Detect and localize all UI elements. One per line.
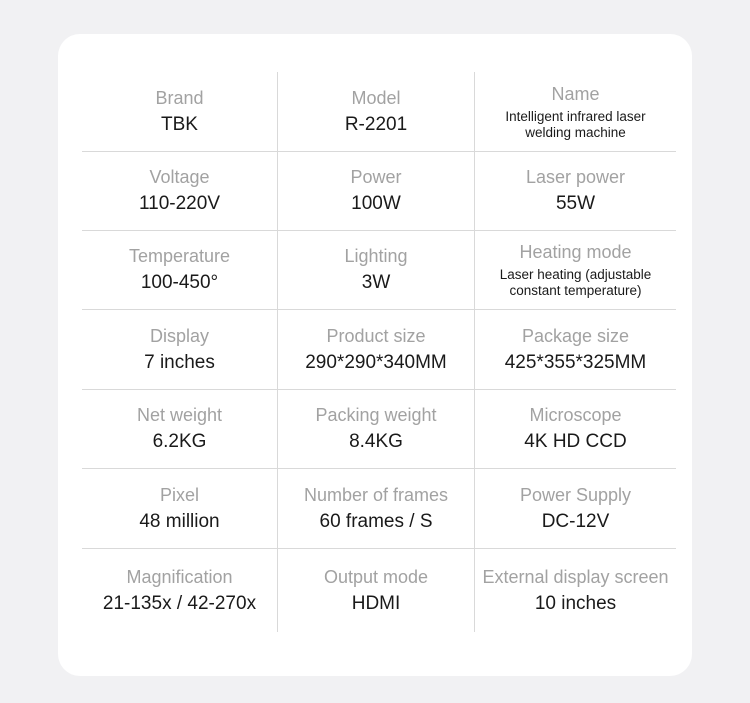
spec-value: 6.2KG: [152, 431, 207, 452]
spec-value: 3W: [361, 272, 391, 293]
spec-label: Product size: [326, 325, 426, 346]
spec-value: TBK: [161, 113, 198, 135]
spec-laser-power: [475, 152, 676, 231]
spec-display: [82, 310, 278, 390]
spec-frames: [278, 469, 475, 549]
spec-brand: [82, 72, 278, 152]
spec-power: [278, 152, 475, 231]
spec-label: Laser power: [525, 167, 626, 187]
spec-value: 55W: [555, 193, 596, 214]
spec-value: 8.4KG: [349, 431, 403, 452]
spec-package-size: [475, 310, 676, 390]
spec-label: Lighting: [344, 246, 408, 266]
spec-label: Microscope: [529, 405, 622, 425]
spec-label: Temperature: [128, 246, 231, 266]
spec-value: 48 million: [139, 510, 220, 532]
spec-value: 10 inches: [534, 592, 617, 614]
spec-label: External display screen: [482, 566, 669, 587]
spec-value: 21-135x / 42-270x: [102, 592, 257, 614]
spec-lighting: [278, 231, 475, 310]
spec-label: Number of frames: [303, 484, 449, 505]
spec-value: R-2201: [344, 113, 408, 135]
spec-label: Model: [351, 87, 401, 108]
spec-label: Package size: [521, 325, 630, 346]
spec-product-size: [278, 310, 475, 390]
spec-net-weight: [82, 390, 278, 469]
spec-value: DC-12V: [541, 510, 610, 532]
spec-value: 290*290*340MM: [305, 351, 447, 373]
spec-model: [278, 72, 475, 152]
spec-table: [82, 72, 676, 632]
spec-label: Pixel: [159, 484, 199, 505]
spec-value: 100-450°: [140, 272, 219, 293]
spec-output-mode: [278, 549, 475, 632]
spec-label: Output mode: [323, 566, 429, 587]
spec-label: Brand: [155, 87, 204, 108]
spec-label: Power: [350, 167, 402, 187]
spec-label: Display: [149, 325, 210, 346]
spec-value: 425*355*325MM: [504, 351, 647, 373]
spec-label: Heating mode: [519, 242, 632, 262]
spec-power-supply: [475, 469, 676, 549]
spec-name: [475, 72, 676, 152]
spec-label: Packing weight: [315, 405, 437, 425]
spec-microscope: [475, 390, 676, 469]
spec-temperature: [82, 231, 278, 310]
spec-label: Power Supply: [519, 484, 632, 505]
spec-heating-mode: [475, 231, 676, 310]
spec-value: HDMI: [351, 592, 401, 614]
spec-voltage: [82, 152, 278, 231]
spec-packing-weight: [278, 390, 475, 469]
spec-value: Laser heating (adjustable constant temperature): [499, 267, 652, 298]
spec-value: Intelligent infrared laser welding machine: [505, 108, 646, 140]
spec-magnification: [82, 549, 278, 632]
spec-label: Name: [551, 83, 600, 104]
spec-label: Voltage: [149, 167, 210, 187]
spec-value: 7 inches: [144, 351, 215, 373]
spec-label: Magnification: [126, 566, 233, 587]
spec-external-display: [475, 549, 676, 632]
spec-value: 4K HD CCD: [524, 431, 627, 452]
spec-value: 60 frames / S: [319, 510, 433, 532]
spec-pixel: [82, 469, 278, 549]
spec-value: 100W: [351, 193, 401, 214]
spec-value: 110-220V: [139, 193, 220, 214]
spec-label: Net weight: [136, 405, 223, 425]
